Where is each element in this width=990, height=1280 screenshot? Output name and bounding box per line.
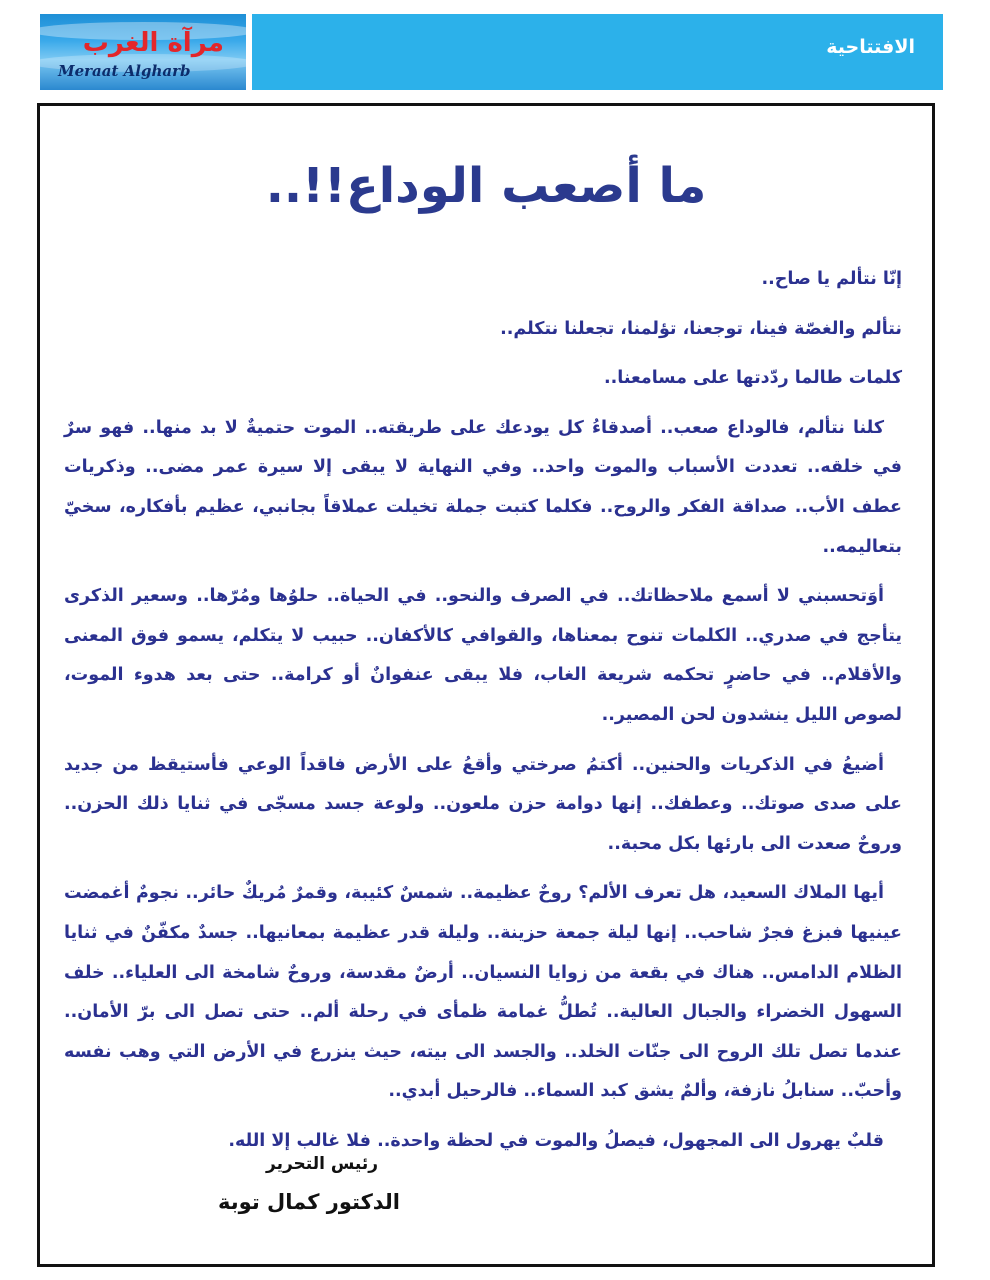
editor-role: رئيس التحرير <box>266 1154 378 1174</box>
editor-name: الدكتور كمال توبة <box>218 1190 400 1214</box>
paragraph: أوَتحسبني لا أسمع ملاحظاتك.. في الصرف والنحو.. في الحياة.. حلوُها ومُرّها.. وسعير الذكرى يتأجج في صدري.. الكلمات تنوح بمعناها، والقوافي كالأكفان.. حبيب لا يتكلم، يسمو فوق المعنى والأقلام.. في حاضرٍ تحكمه شريعة الغاب، فلا يبقى عنفوانٌ أو كرامة.. حتى بعد هدوء الموت، لصوص الليل ينشدون لحن المصير.. <box>64 586 902 725</box>
paragraph: أيها الملاك السعيد، هل تعرف الألم؟ روحٌ عظيمة.. شمسٌ كئيبة، وقمرٌ مُريكٌ حائر.. نجومٌ أغمضت عينيها فبزغ فجرٌ شاحب.. إنها ليلة جمعة حزينة.. وليلة قدر عظيمة بمعانيها.. جسدٌ مكفّنٌ في ثنايا الظلام الدامس.. هناك في بقعة من زوايا النسيان.. أرضٌ مقدسة، وروحٌ شامخة الى العلياء.. خلف السهول الخضراء والجبال العالية.. تُطلُّ غمامة ظمأى في رحلة ألم.. حتى تصل الى برّ الأمان.. عندما تصل تلك الروح الى جنّات الخلد.. والجسد الى بيته، حيث ينزرع في الأرض التي وهب نفسه وأحبّ.. سنابلُ نازفة، وألمٌ يشق كبد السماء.. فالرحيل أبدي.. <box>64 883 902 1102</box>
paragraph: نتألم والغصّة فينا، توجعنا، تؤلمنا، تجعلنا نتكلم.. <box>500 318 902 339</box>
paragraph: قلبٌ يهرول الى المجهول، فيصلُ والموت في لحظة واحدة.. فلا غالب إلا الله. <box>228 1130 884 1151</box>
article-body <box>64 260 902 1171</box>
page-header <box>40 14 943 90</box>
section-label: الافتتاحية <box>826 36 915 58</box>
article-title: ما أصعب الوداع!!.. <box>265 158 707 214</box>
paragraph: إنّا نتألم يا صاح.. <box>761 269 902 289</box>
logo-english-text: Meraat Algharb <box>58 62 191 80</box>
paragraph: كلمات طالما ردّدتها على مسامعنا.. <box>604 368 902 389</box>
paragraph: أضيعُ في الذكريات والحنين.. أكتمُ صرختي وأقعُ على الأرض فاقداً الوعي فأستيقظ من جديد على صدى صوتك.. وعطفك.. إنها دوامة حزن ملعون.. ولوعة جسد مسجّى في ثنايا ذلك الحزن.. وروحٌ صعدت الى بارئها بكل محبة.. <box>64 754 902 854</box>
newspaper-logo[interactable] <box>40 14 246 90</box>
logo-arabic-text: مرآة الغرب <box>82 28 224 58</box>
article-frame <box>37 103 935 1267</box>
section-bar <box>252 14 943 90</box>
signoff <box>180 1154 400 1214</box>
paragraph: كلنا نتألم، فالوداع صعب.. أصدقاءُ كل يودعك على طريقته.. الموت حتميةٌ لا بد منها.. فهو سرٌ في خلقه.. تعددت الأسباب والموت واحد.. وفي النهاية لا يبقى إلا سيرة عمر مضى.. وذكريات عطف الأب.. صداقة الفكر والروح.. فكلما كتبت جملة تخيلت عملاقاً بجانبي، عظيم بأفكاره، سخيّ بتعاليمه.. <box>64 417 902 557</box>
